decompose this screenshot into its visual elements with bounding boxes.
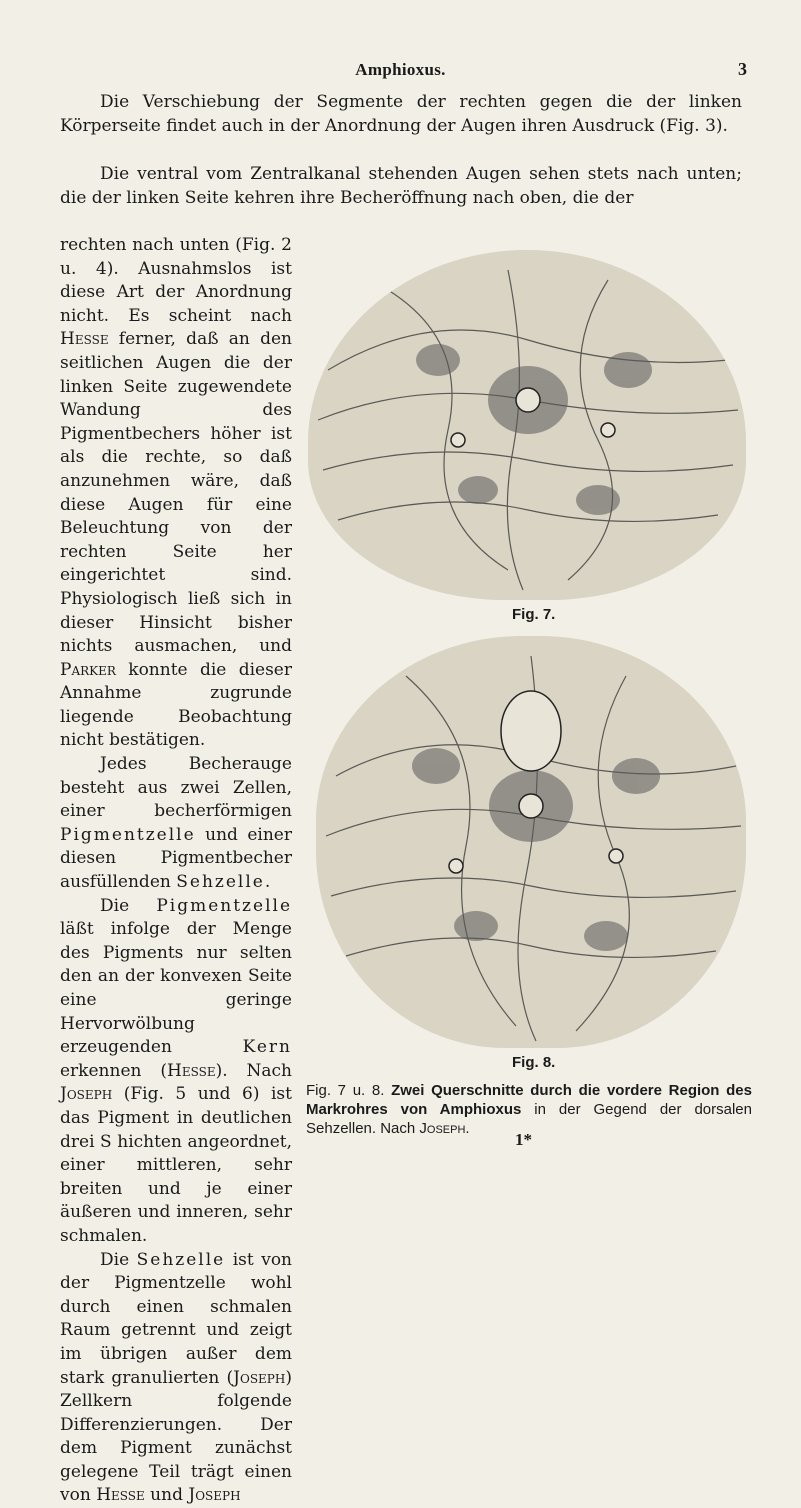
- figure-8-illustration: [316, 636, 746, 1048]
- author-joseph-3: Joseph: [188, 1485, 241, 1506]
- paragraph-3: rechten nach unten (Fig. 2 u. 4). Ausnahmslos ist diese Art der Anordnung nicht. Es scheint nach Hesse ferner, daß an den seitlichen Augen die der linken Seite zugewendete Wandung des Pigmentbechers höher ist als die rechte, so daß anzunehmen wäre, daß diese Augen für eine Beleuchtung von der rechten Seite her eingerichtet sind. Physiologisch ließ sich in dieser Hinsicht bisher nichts ausmachen, und Parker konnte die dieser Annahme zugrunde liegende Beobachtung nicht bestätigen.: [60, 235, 292, 751]
- left-text-column: [60, 234, 292, 1508]
- term-sehzelle-2: Sehzelle: [136, 1249, 226, 1270]
- paragraph-2: [60, 162, 742, 210]
- figure-7-label: Fig. 7.: [512, 606, 556, 623]
- paragraph-6: Die Sehzelle ist von der Pigmentzelle wohl durch einen schmalen Raum getrennt und zeigt im übrigen außer dem stark granulierten (Joseph) Zellkern folgende Differenzierungen. Der dem Pigment zunächst gelegene Teil trägt einen von Hesse und Joseph: [60, 1249, 292, 1506]
- paragraph-1-text: Die Verschiebung der Segmente der rechten gegen die der linken Körperseite findet auch in der Anordnung der Augen ihren Ausdruck (Fig. 3).: [60, 92, 742, 136]
- author-joseph-2: Joseph: [233, 1367, 286, 1388]
- page-number: 3: [738, 59, 747, 79]
- paragraph-2-text: Die ventral vom Zentralkanal stehenden Augen sehen stets nach unten; die der linken Seite kehren ihre Becheröffnung nach oben, die der: [60, 164, 742, 208]
- paragraph-1: [60, 90, 742, 138]
- figure-7-drawing: [308, 250, 746, 600]
- signature-mark: 1*: [515, 1130, 532, 1149]
- term-pigmentzelle: Pigmentzelle: [60, 824, 196, 845]
- figure-7-illustration: [308, 250, 746, 600]
- figure-8-label: Fig. 8.: [512, 1054, 556, 1071]
- author-parker: Parker: [60, 659, 116, 680]
- term-pigmentzelle-2: Pigmentzelle: [156, 895, 292, 916]
- author-hesse-3: Hesse: [96, 1485, 145, 1506]
- paragraph-5: Die Pigmentzelle läßt infolge der Menge des Pigments nur selten den an der konvexen Seite eine geringe Hervorwölbung erzeugenden Kern erkennen (Hesse). Nach Joseph (Fig. 5 und 6) ist das Pigment in deutlichen drei S hichten angeordnet, einer mittleren, sehr breiten und je einer äußeren und inneren, sehr schmalen.: [60, 895, 292, 1246]
- paragraph-4: Jedes Becherauge besteht aus zwei Zellen, einer becherförmigen Pigmentzelle und einer diesen Pigmentbecher ausfüllenden Sehzelle.: [60, 754, 292, 893]
- author-hesse: Hesse: [60, 329, 109, 350]
- term-sehzelle: Sehzelle: [176, 872, 265, 893]
- author-hesse-2: Hesse: [167, 1060, 216, 1081]
- caption-author-joseph: Joseph: [419, 1120, 466, 1137]
- figure-8-drawing: [316, 636, 746, 1048]
- running-title: Amphioxus.: [355, 60, 446, 79]
- author-joseph: Joseph: [60, 1084, 113, 1105]
- figure-caption: Fig. 7 u. 8. Zwei Querschnitte durch die vordere Region des Markrohres von Amphioxus in der Gegend der dorsalen Sehzellen. Nach Joseph.: [306, 1082, 752, 1137]
- caption-bold: Zwei Querschnitte durch die vordere Region des Markrohres von Amphioxus: [306, 1082, 752, 1118]
- term-kern: Kern: [242, 1037, 292, 1058]
